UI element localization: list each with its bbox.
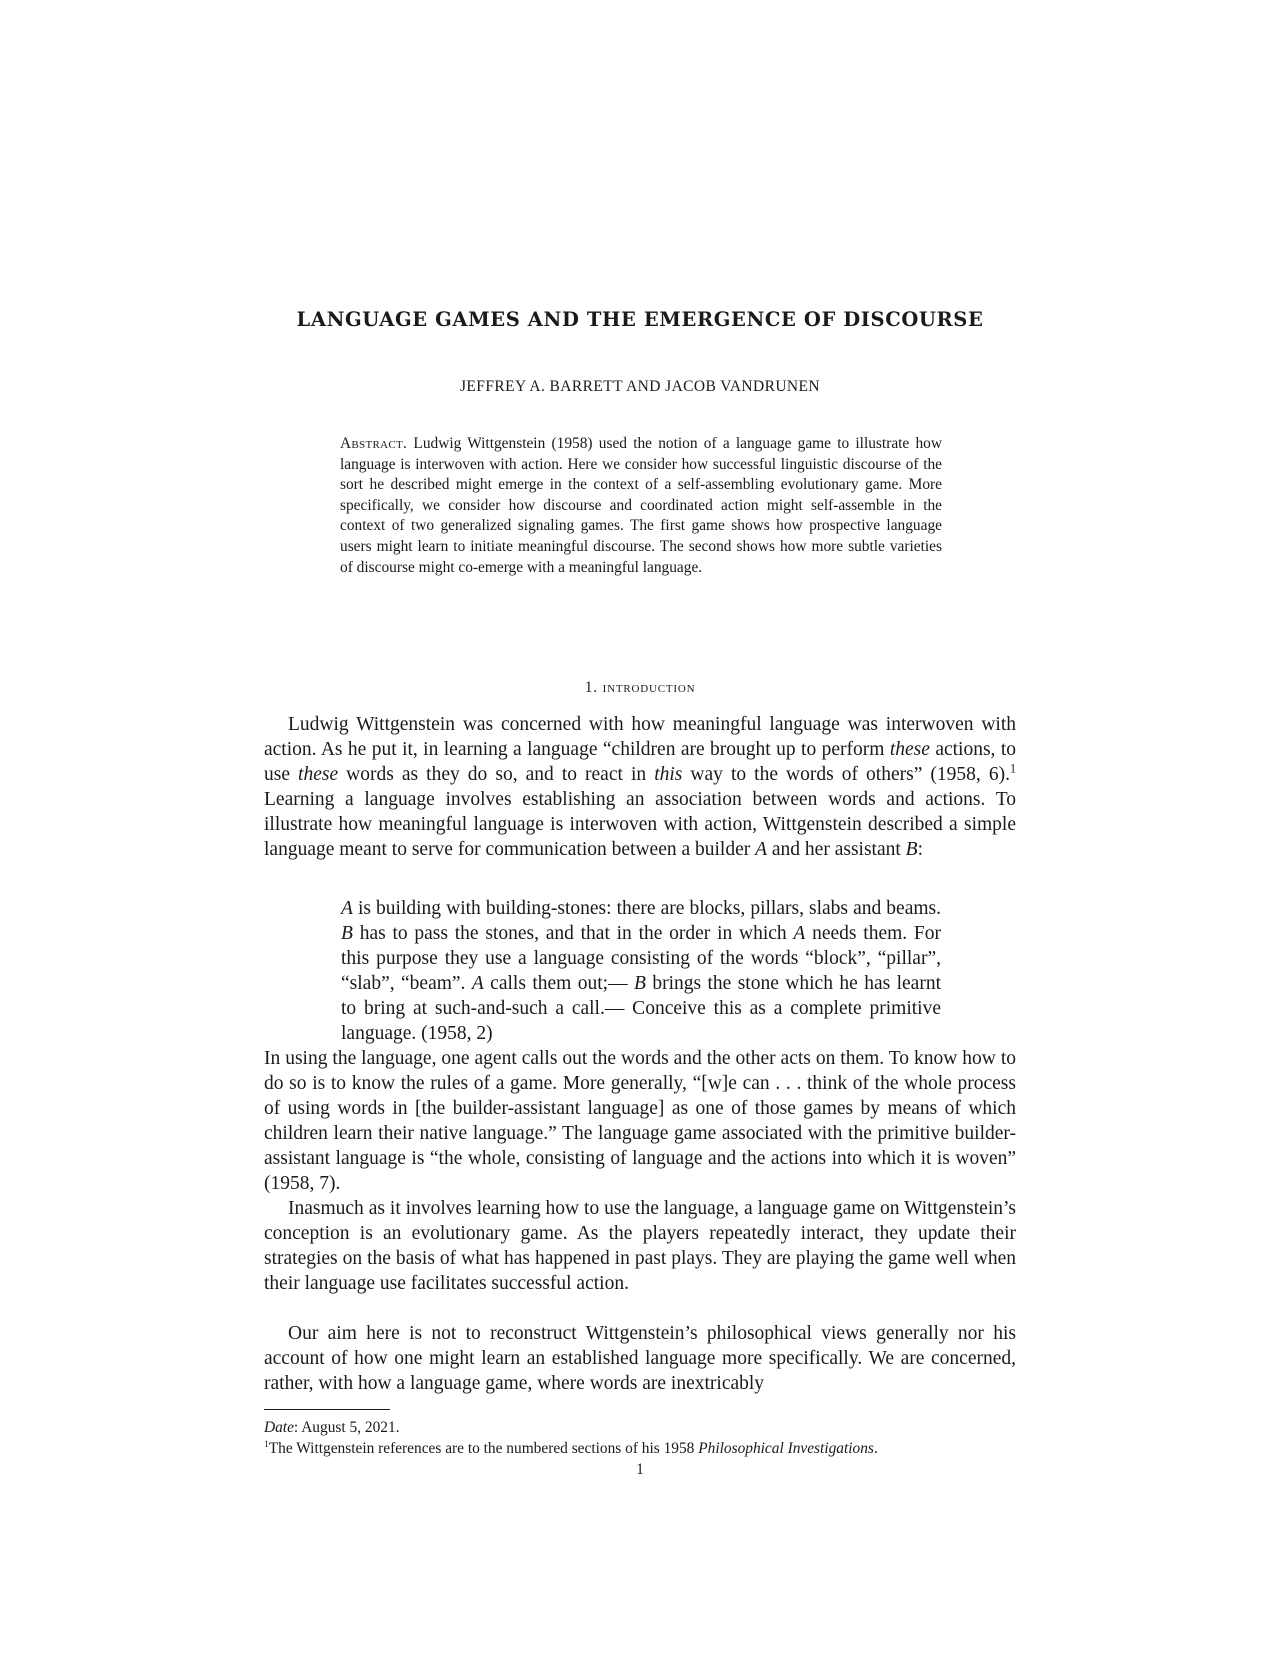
section-number: 1. xyxy=(584,679,598,696)
footnote-1-mark: 1 xyxy=(264,1438,269,1450)
quote-text: brings the stone which he has learnt to bring at such-and-such a call.— Conceive this as a complete primitive language. (1958, 2) xyxy=(341,973,941,1044)
variable-a: A xyxy=(341,898,353,919)
variable-b: B xyxy=(633,973,646,994)
abstract-text: Ludwig Wittgenstein (1958) used the notion of a language game to illustrate how language is interwoven with action. Here we consider how successful linguistic discourse of the sort he described might emerge in the context of a self-assembling evolutionary game. More specifically, we consider how discourse and coordinated action might self-assemble in the context of two generalized signaling games. The first game shows how prospective language users might learn to initiate meaningful discourse. The second shows how more subtle varieties of discourse might co-emerge with a meaningful language. xyxy=(340,435,942,576)
paragraph-3: Inasmuch as it involves learning how to use the language, a language game on Wittgenstein’s conception is an evolutionary game. As the players repeatedly interact, they update their strategies on the basis of what has happened in past plays. They are playing the game well when their language use facilitates successful action. xyxy=(264,1198,1016,1294)
paragraph-4: Our aim here is not to reconstruct Wittgenstein’s philosophical views generally nor his account of how one might learn an established language more specifically. We are concerned, rather, with how a language game, where words are inextricably xyxy=(264,1323,1016,1394)
footnotes xyxy=(264,1417,1024,1459)
footnote-1-end: . xyxy=(873,1440,878,1457)
section-title: introduction xyxy=(602,679,696,696)
paragraph-1-text: Learning a language involves establishing an association between words and actions. To illustrate how meaningful language is interwoven with action, Wittgenstein described a simple language meant to serve for communication between a builder xyxy=(264,789,1016,860)
variable-a: A xyxy=(471,973,484,994)
paragraph-1 xyxy=(264,712,1016,862)
date-label: Date xyxy=(264,1419,294,1436)
emphasis-these-1: these xyxy=(889,739,930,760)
abstract-label: Abstract. xyxy=(340,435,408,452)
section-heading xyxy=(0,679,1280,697)
block-quote xyxy=(341,896,941,1046)
variable-b: B xyxy=(341,923,353,944)
paragraph-1-text: actions, to use xyxy=(264,739,1016,785)
paragraph-1-text: Ludwig Wittgenstein was concerned with how meaningful language was interwoven with action. As he put it, in learning a language “children are brought up to perform xyxy=(264,714,1016,760)
abstract xyxy=(340,434,942,578)
emphasis-this: this xyxy=(654,764,683,785)
footnote-1 xyxy=(264,1438,1024,1459)
emphasis-these-2: these xyxy=(298,764,339,785)
variable-b: B xyxy=(905,839,918,860)
paragraph-2: In using the language, one agent calls out the words and the other acts on them. To know how to do so is to know the rules of a game. More generally, “[w]e can . . . think of the whole process of using words in [the builder-assistant language] as one of those games by means of which children learn their native language.” The language game associated with the primitive builder-assistant language is “the whole, consisting of language and the actions into which it is woven” (1958, 7). xyxy=(264,1048,1016,1194)
footnote-rule xyxy=(264,1409,390,1410)
paragraph-1-text: : xyxy=(917,839,924,860)
page-number: 1 xyxy=(636,1461,644,1478)
quote-text: has to pass the stones, and that in the order in which xyxy=(352,923,794,944)
footnote-1-book-title: Philosophical Investigations xyxy=(698,1440,874,1457)
paper-authors: JEFFREY A. BARRETT AND JACOB VANDRUNEN xyxy=(460,378,820,395)
paper-title: LANGUAGE GAMES AND THE EMERGENCE OF DISCOURSE xyxy=(296,308,984,331)
footnote-marker: 1 xyxy=(1009,761,1017,776)
footnote-1-text: The Wittgenstein references are to the numbered sections of his 1958 xyxy=(268,1440,699,1457)
variable-a: A xyxy=(793,923,806,944)
date-value: : August 5, 2021. xyxy=(293,1419,400,1436)
paragraph-1-text: words as they do so, and to react in xyxy=(338,764,655,785)
paragraph-1-text: way to the words of others” (1958, 6). xyxy=(682,764,1010,785)
paragraph-1-text: and her assistant xyxy=(767,839,906,860)
variable-a: A xyxy=(755,839,768,860)
quote-text: needs them. For this purpose they use a language consisting of the words “block”, “pillar”, “slab”, “beam”. xyxy=(341,923,941,994)
date-line xyxy=(264,1417,1024,1438)
quote-text: is building with building-stones: there are blocks, pillars, slabs and beams. xyxy=(352,898,941,919)
quote-text: calls them out;— xyxy=(483,973,634,994)
